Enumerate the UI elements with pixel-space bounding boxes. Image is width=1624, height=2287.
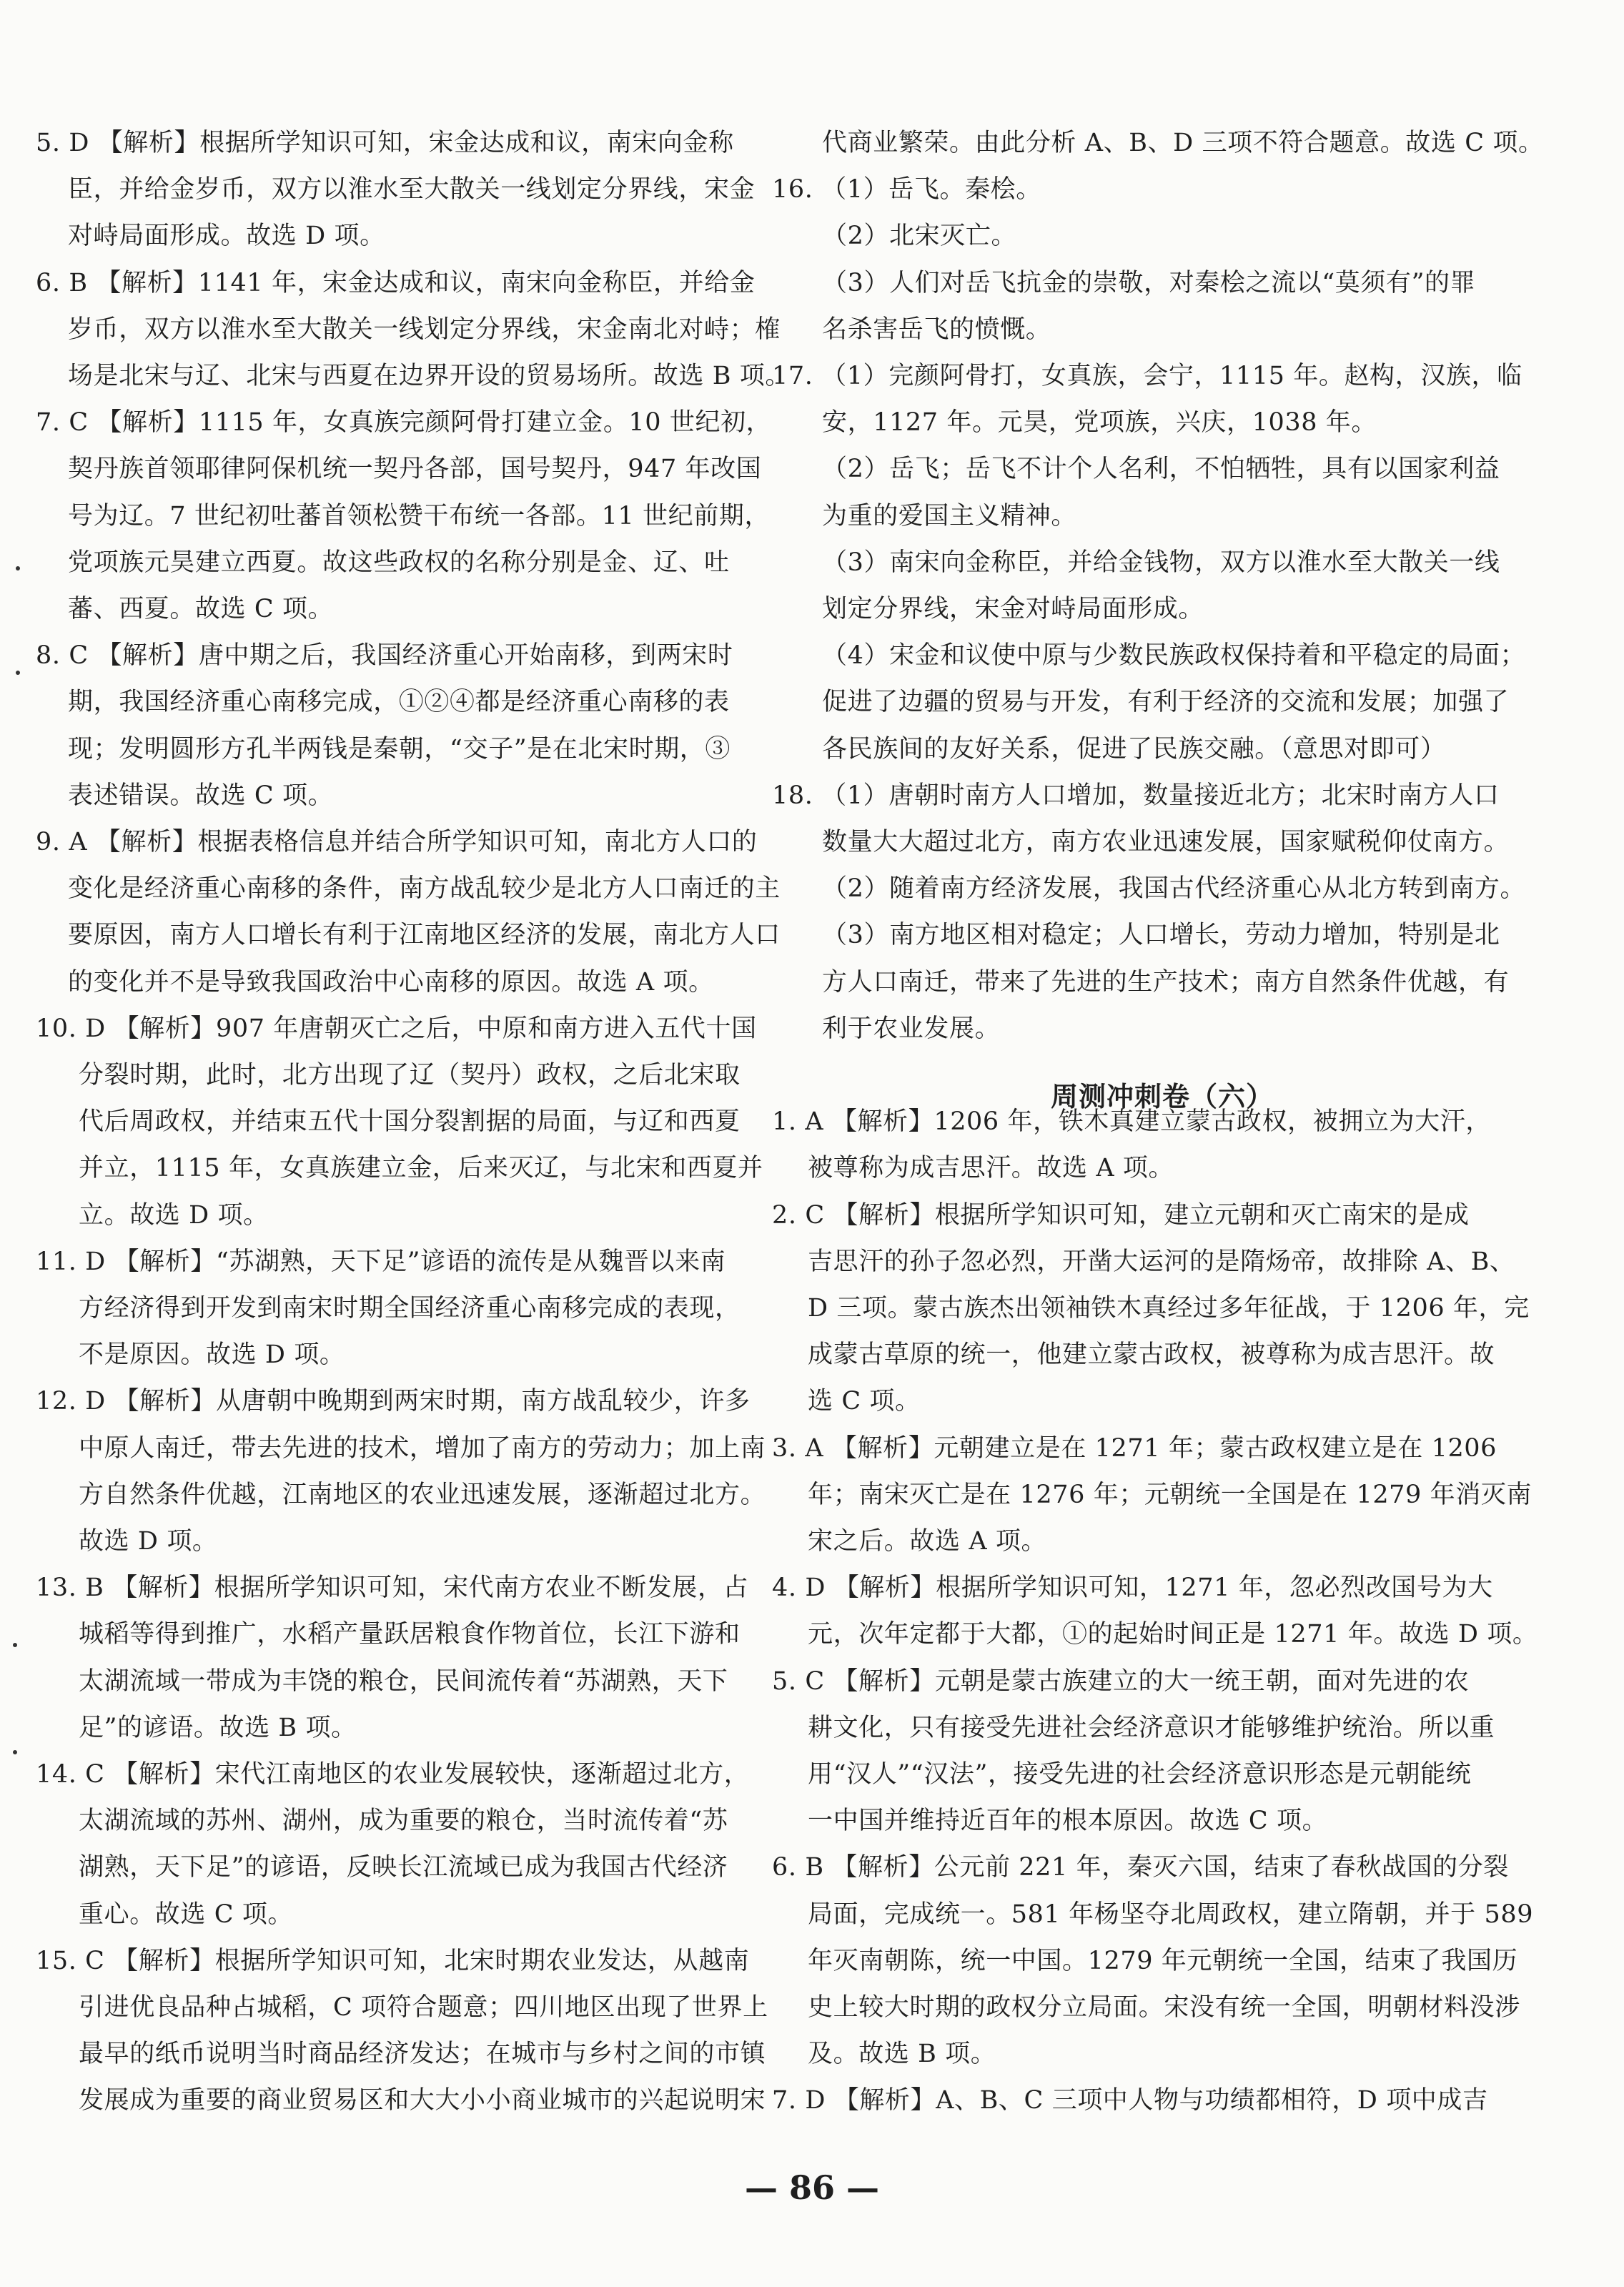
section-title: 周测冲刺卷（六） bbox=[1051, 1081, 1274, 1112]
answer-line: 被尊称为成吉思汗。故选 A 项。 bbox=[808, 1154, 1174, 1183]
answer-line: 各民族间的友好关系，促进了民族交融。（意思对即可） bbox=[822, 734, 1446, 764]
page-number: — 86 — bbox=[744, 2168, 880, 2207]
answer-line: 要原因，南方人口增长有利于江南地区经济的发展，南北方人口 bbox=[68, 921, 781, 950]
answer-line: 17. （1）完颜阿骨打，女真族，会宁，1115 年。赵构，汉族，临 bbox=[772, 362, 1522, 390]
answer-line: 2. C 【解析】根据所学知识可知，建立元朝和灭亡南宋的是成 bbox=[772, 1200, 1470, 1230]
answer-line: 不是原因。故选 D 项。 bbox=[79, 1340, 345, 1370]
margin-mark bbox=[16, 671, 20, 675]
answer-line: 16. （1）岳飞。秦桧。 bbox=[772, 175, 1041, 204]
answer-line: 4. D 【解析】根据所学知识可知，1271 年，忽必烈改国号为大 bbox=[772, 1574, 1493, 1603]
answer-line: 元，次年定都于大都，①的起始时间正是 1271 年。故选 D 项。 bbox=[808, 1620, 1538, 1649]
answer-line: （2）北宋灭亡。 bbox=[822, 222, 1017, 251]
answer-line: 场是北宋与辽、北宋与西夏在边界开设的贸易场所。故选 B 项。 bbox=[68, 362, 791, 390]
answer-line: 吉思汗的孙子忽必烈，开凿大运河的是隋炀帝，故排除 A、B、 bbox=[808, 1247, 1515, 1276]
answer-line: 及。故选 B 项。 bbox=[808, 2040, 996, 2069]
answer-line: 发展成为重要的商业贸易区和大大小小商业城市的兴起说明宋 bbox=[79, 2086, 766, 2115]
answer-line: 选 C 项。 bbox=[808, 1387, 921, 1416]
answer-line: 足”的谚语。故选 B 项。 bbox=[79, 1713, 357, 1742]
answer-line: 代商业繁荣。由此分析 A、B、D 三项不符合题意。故选 C 项。 bbox=[822, 129, 1544, 157]
answer-line: 期，我国经济重心南移完成，①②④都是经济重心南移的表 bbox=[68, 688, 730, 717]
answer-line: 8. C 【解析】唐中期之后，我国经济重心开始南移，到两宋时 bbox=[36, 641, 733, 671]
answer-line: （2）岳飞；岳飞不计个人名利，不怕牺牲，具有以国家利益 bbox=[822, 455, 1500, 484]
answer-line: 年；南宋灭亡是在 1276 年；元朝统一全国是在 1279 年消灭南 bbox=[808, 1480, 1533, 1509]
answer-line: 6. B 【解析】公元前 221 年，秦灭六国，结束了春秋战国的分裂 bbox=[772, 1853, 1509, 1882]
answer-line: （2）随着南方经济发展，我国古代经济重心从北方转到南方。 bbox=[822, 874, 1526, 904]
answer-line: 7. C 【解析】1115 年，女真族完颜阿骨打建立金。10 世纪初， bbox=[36, 408, 772, 438]
answer-line: 号为辽。7 世纪初吐蕃首领松赞干布统一各部。11 世纪前期， bbox=[68, 501, 771, 530]
answer-line: 3. A 【解析】元朝建立是在 1271 年；蒙古政权建立是在 1206 bbox=[772, 1433, 1497, 1463]
answer-line: 太湖流域一带成为丰饶的粮仓，民间流传着“苏湖熟，天下 bbox=[79, 1666, 728, 1696]
answer-line: 促进了边疆的贸易与开发，有利于经济的交流和发展；加强了 bbox=[822, 688, 1510, 717]
answer-line: 成蒙古草原的统一，他建立蒙古政权，被尊称为成吉思汗。故 bbox=[808, 1340, 1495, 1370]
answer-line: 中原人南迁，带去先进的技术，增加了南方的劳动力；加上南 bbox=[79, 1433, 766, 1463]
answer-line: 为重的爱国主义精神。 bbox=[822, 501, 1077, 530]
answer-line: 对峙局面形成。故选 D 项。 bbox=[68, 222, 385, 251]
answer-line: 13. B 【解析】根据所学知识可知，宋代南方农业不断发展，占 bbox=[36, 1574, 749, 1603]
answer-line: 数量大大超过北方，南方农业迅速发展，国家赋税仰仗南方。 bbox=[822, 828, 1510, 856]
answer-line: 重心。故选 C 项。 bbox=[79, 1900, 294, 1929]
answer-line: 方人口南迁，带来了先进的生产技术；南方自然条件优越，有 bbox=[822, 967, 1510, 997]
answer-line: 蕃、西夏。故选 C 项。 bbox=[68, 595, 334, 623]
answer-line: 耕文化，只有接受先进社会经济意识才能够维护统治。所以重 bbox=[808, 1713, 1495, 1742]
answer-line: 太湖流域的苏州、湖州，成为重要的粮仓，当时流传着“苏 bbox=[79, 1807, 728, 1836]
answer-line: 一中国并维持近百年的根本原因。故选 C 项。 bbox=[808, 1807, 1328, 1836]
answer-line: 现；发明圆形方孔半两钱是秦朝，“交子”是在北宋时期，③ bbox=[68, 734, 731, 764]
answer-line: 代后周政权，并结束五代十国分裂割据的局面，与辽和西夏 bbox=[79, 1107, 741, 1137]
answer-line: 局面，完成统一。581 年杨坚夺北周政权，建立隋朝，并于 589 bbox=[808, 1900, 1534, 1929]
answer-line: 湖熟，天下足”的谚语，反映长江流域已成为我国古代经济 bbox=[79, 1853, 728, 1882]
answer-line: 9. A 【解析】根据表格信息并结合所学知识可知，南北方人口的 bbox=[36, 828, 758, 856]
margin-mark bbox=[13, 1643, 17, 1647]
answer-line: 14. C 【解析】宋代江南地区的农业发展较快，逐渐超过北方， bbox=[36, 1760, 750, 1789]
answer-line: 11. D 【解析】“苏湖熟，天下足”谚语的流传是从魏晋以来南 bbox=[36, 1247, 726, 1276]
answer-line: 5. D 【解析】根据所学知识可知，宋金达成和议，南宋向金称 bbox=[36, 129, 734, 157]
answer-line: 5. C 【解析】元朝是蒙古族建立的大一统王朝，面对先进的农 bbox=[772, 1666, 1470, 1696]
margin-mark bbox=[16, 566, 20, 570]
answer-line: 党项族元昊建立西夏。故这些政权的名称分别是金、辽、吐 bbox=[68, 548, 730, 577]
answer-line: （3）人们对岳飞抗金的崇敬，对秦桧之流以“莫须有”的罪 bbox=[822, 268, 1476, 297]
answer-line: 15. C 【解析】根据所学知识可知，北宋时期农业发达，从越南 bbox=[36, 1946, 750, 1975]
answer-line: 6. B 【解析】1141 年，宋金达成和议，南宋向金称臣，并给金 bbox=[36, 268, 756, 297]
answer-line: 安，1127 年。元昊，党项族，兴庆，1038 年。 bbox=[822, 408, 1377, 438]
answer-line: （4）宋金和议使中原与少数民族政权保持着和平稳定的局面； bbox=[822, 641, 1526, 671]
answer-line: 契丹族首领耶律阿保机统一契丹各部，国号契丹，947 年改国 bbox=[68, 455, 762, 484]
answer-line: 18. （1）唐朝时南方人口增加，数量接近北方；北宋时南方人口 bbox=[772, 781, 1500, 810]
answer-line: 1. A 【解析】1206 年，铁木真建立蒙古政权，被拥立为大汗， bbox=[772, 1107, 1491, 1137]
answer-line: 并立，1115 年，女真族建立金，后来灭辽，与北宋和西夏并 bbox=[79, 1154, 763, 1183]
answer-line: 用“汉人”“汉法”，接受先进的社会经济意识形态是元朝能统 bbox=[808, 1760, 1472, 1789]
answer-line: （3）南宋向金称臣，并给金钱物，双方以淮水至大散关一线 bbox=[822, 548, 1500, 577]
answer-line: 划定分界线，宋金对峙局面形成。 bbox=[822, 595, 1204, 623]
answer-line: 立。故选 D 项。 bbox=[79, 1200, 269, 1230]
answer-line: 7. D 【解析】A、B、C 三项中人物与功绩都相符，D 项中成吉 bbox=[772, 2086, 1488, 2115]
answer-line: 引进优良品种占城稻，C 项符合题意；四川地区出现了世界上 bbox=[79, 1993, 768, 2022]
answer-line: 方经济得到开发到南宋时期全国经济重心南移完成的表现， bbox=[79, 1294, 741, 1323]
answer-line: 变化是经济重心南移的条件，南方战乱较少是北方人口南迁的主 bbox=[68, 874, 781, 904]
answer-line: 史上较大时期的政权分立局面。宋没有统一全国，明朝材料没涉 bbox=[808, 1993, 1520, 2022]
answer-line: 的变化并不是导致我国政治中心南移的原因。故选 A 项。 bbox=[68, 967, 714, 997]
answer-line: （3）南方地区相对稳定；人口增长，劳动力增加，特别是北 bbox=[822, 921, 1500, 950]
answer-line: 故选 D 项。 bbox=[79, 1527, 218, 1556]
answer-line: 10. D 【解析】907 年唐朝灭亡之后，中原和南方进入五代十国 bbox=[36, 1014, 757, 1043]
answer-line: 宋之后。故选 A 项。 bbox=[808, 1527, 1047, 1556]
answer-line: 名杀害岳飞的愤慨。 bbox=[822, 315, 1051, 344]
answer-line: 岁币，双方以淮水至大散关一线划定分界线，宋金南北对峙；榷 bbox=[68, 315, 781, 344]
margin-mark bbox=[13, 1750, 17, 1754]
answer-line: 表述错误。故选 C 项。 bbox=[68, 781, 334, 810]
answer-line: 城稻等得到推广，水稻产量跃居粮食作物首位，长江下游和 bbox=[79, 1620, 741, 1649]
answer-line: 利于农业发展。 bbox=[822, 1014, 1001, 1043]
answer-line: 方自然条件优越，江南地区的农业迅速发展，逐渐超过北方。 bbox=[79, 1480, 766, 1509]
answer-line: 年灭南朝陈，统一中国。1279 年元朝统一全国，结束了我国历 bbox=[808, 1946, 1518, 1975]
answer-line: 最早的纸币说明当时商品经济发达；在城市与乡村之间的市镇 bbox=[79, 2040, 766, 2069]
answer-line: D 三项。蒙古族杰出领袖铁木真经过多年征战，于 1206 年，完 bbox=[808, 1294, 1530, 1323]
answer-line: 臣，并给金岁币，双方以淮水至大散关一线划定分界线，宋金 bbox=[68, 175, 756, 204]
answer-line: 分裂时期，此时，北方出现了辽（契丹）政权，之后北宋取 bbox=[79, 1061, 741, 1090]
answer-line: 12. D 【解析】从唐朝中晚期到两宋时期，南方战乱较少，许多 bbox=[36, 1387, 751, 1416]
